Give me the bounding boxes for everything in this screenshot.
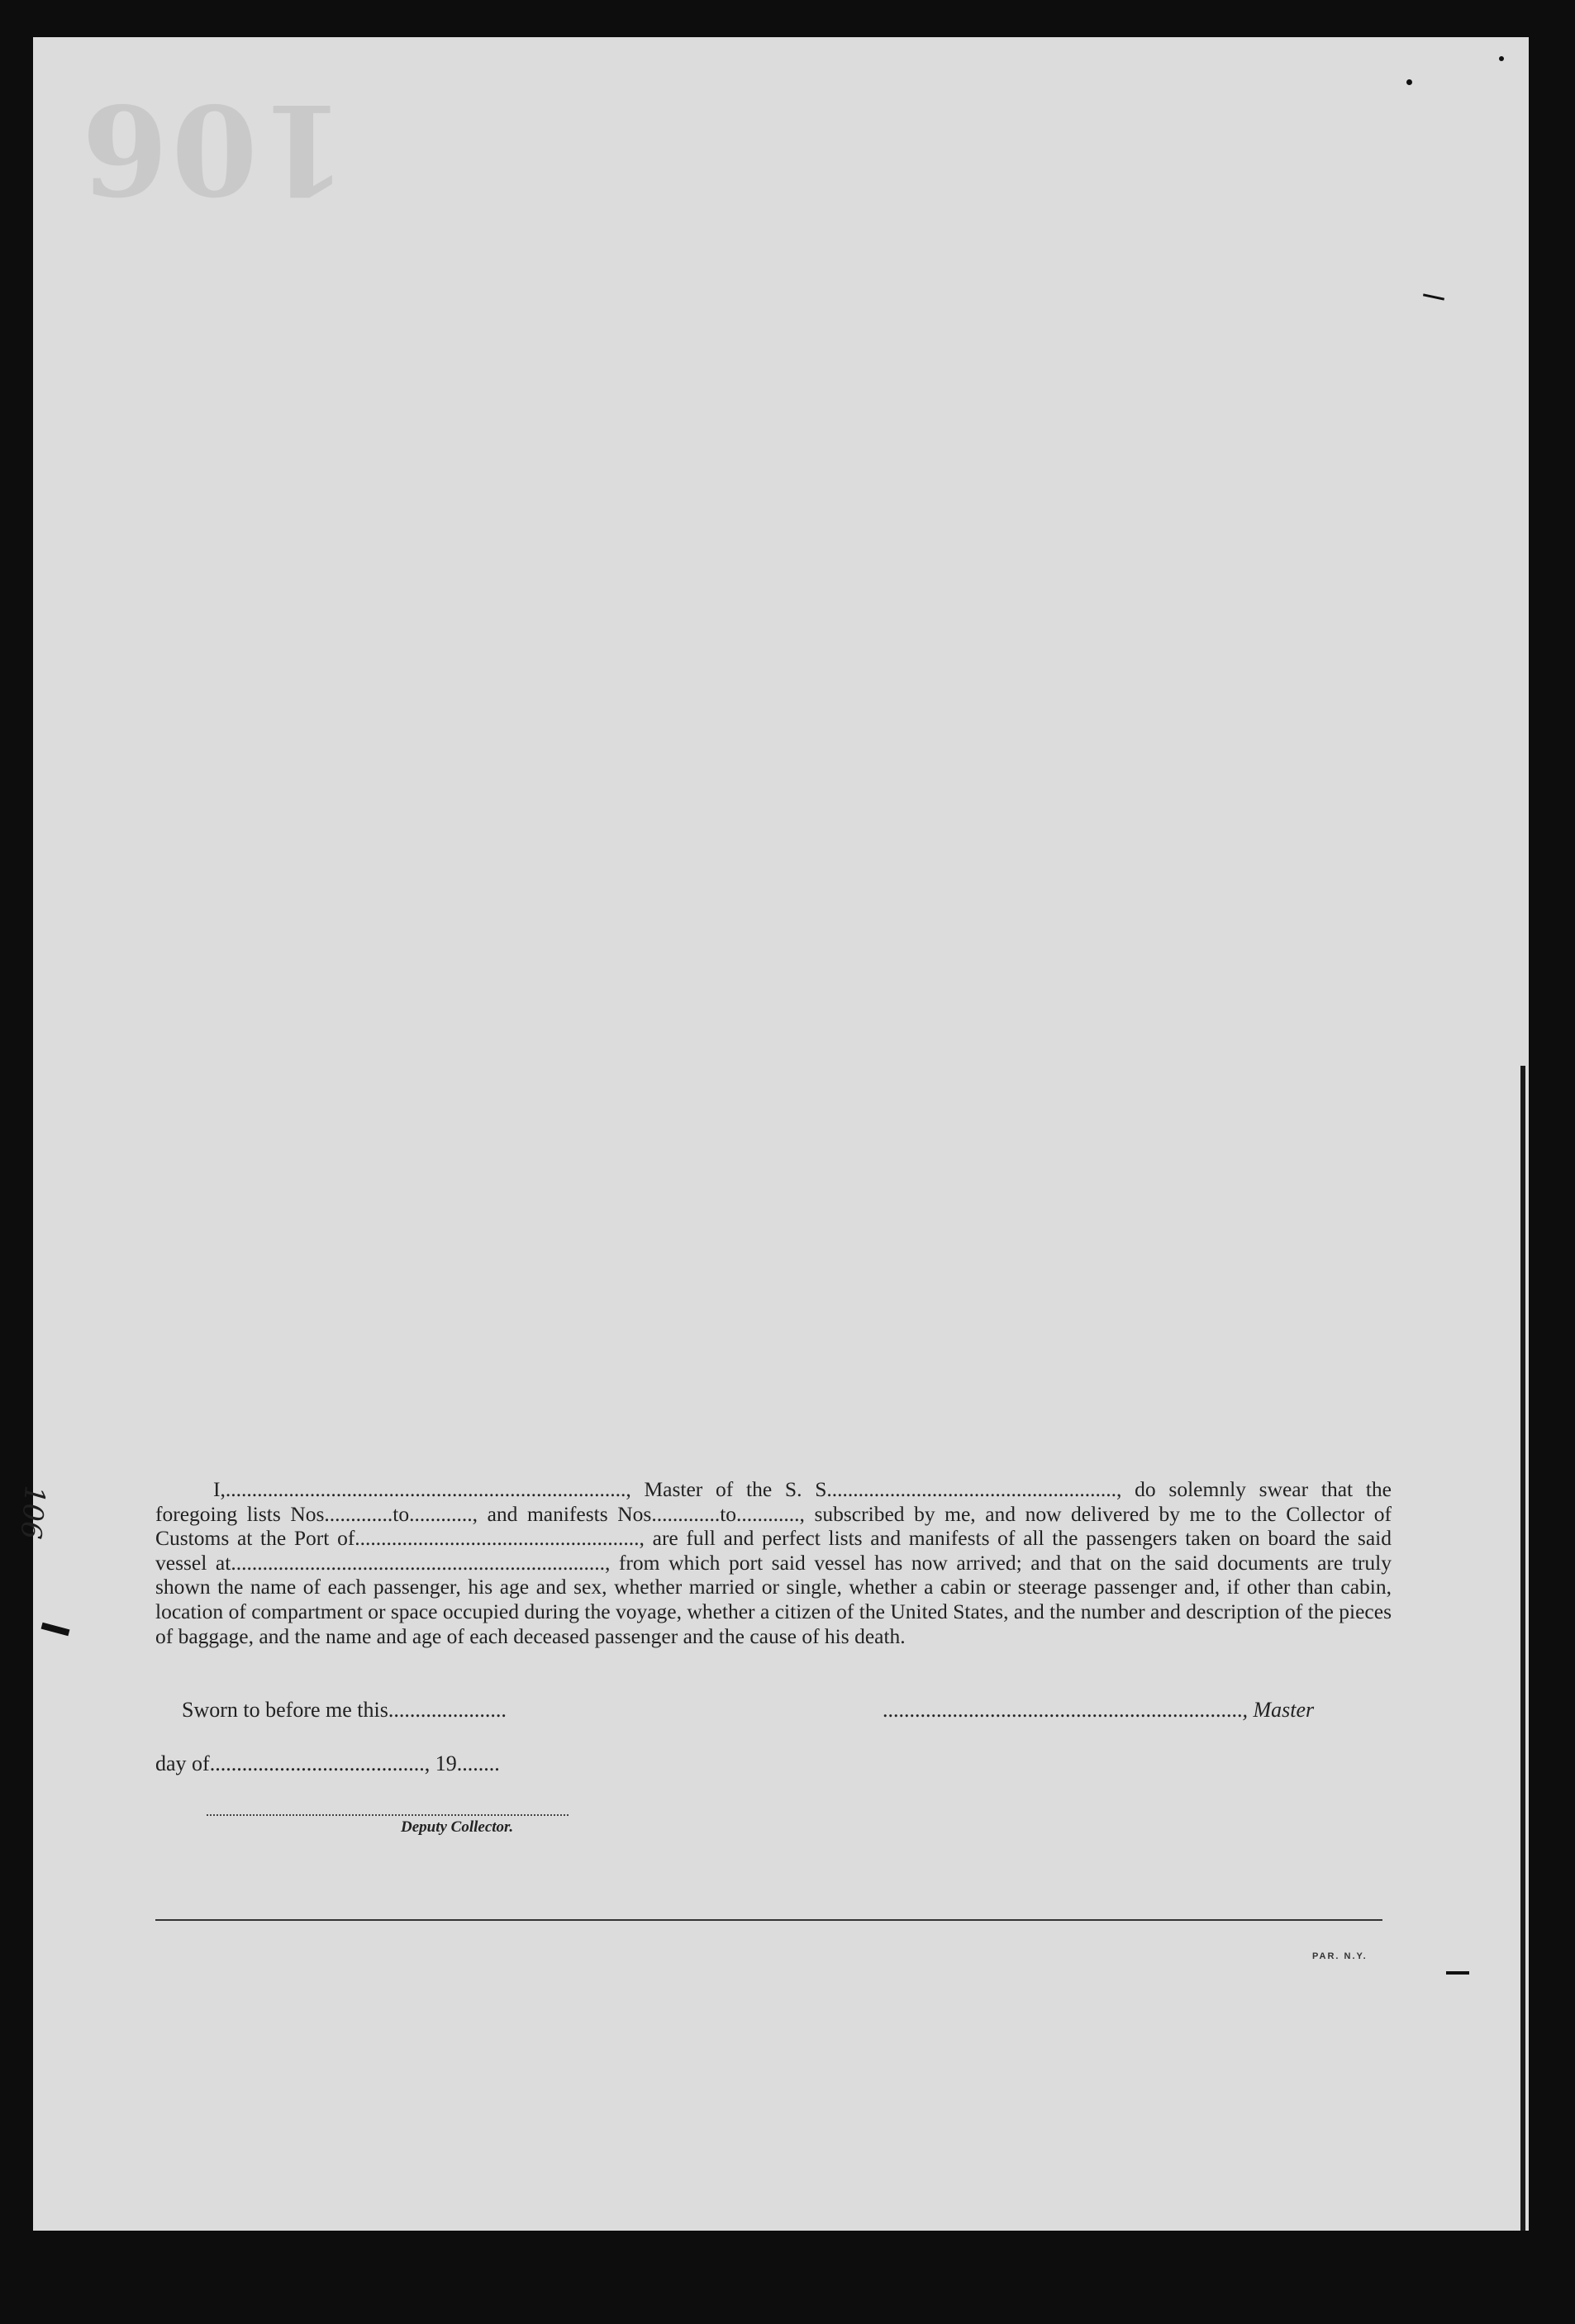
deputy-signature-line [207,1814,569,1816]
scan-mark [1406,79,1412,85]
page-edge [1520,1066,1525,2231]
deputy-label: Deputy Collector. [401,1818,514,1836]
master-label: , Master [1242,1698,1315,1722]
scan-mark [1499,56,1504,61]
divider-rule [155,1919,1382,1921]
printer-mark: PAR. N.Y. [1312,1951,1368,1961]
master-signature-line [883,1698,1314,1723]
page-number-stamp: 106 [79,76,348,221]
document-page [33,37,1529,2231]
master-dots: ................................................................... [883,1698,1243,1722]
sworn-line: Sworn to before me this...................... [182,1698,507,1722]
scan-mark [1446,1971,1469,1975]
day-line: day of........................................, 19........ [155,1751,500,1775]
margin-note: 106 [13,1484,51,1541]
oath-text: I,............................................................................, Master of the S. S......................................................., do solemnly swear that the foregoing lists Nos.............to............, and manifests Nos.............to............, subscribed by me, and now delivered by me to the Collector of Customs at the Port of......................................................, are full and perfect lists and manifests of all the passengers taken on board the said vessel at......................................................................., from which port said vessel has now arrived; and that on the said documents are truly shown the name of each passenger, his age and sex, whether married or single, whether a cabin or steerage passenger and, if other than cabin, location of compartment or space occupied during the voyage, whether a citizen of the United States, and the number and description of the pieces of baggage, and the name and age of each deceased passenger and the cause of his death. [155,1477,1392,1648]
oath-paragraph [155,1477,1392,1648]
